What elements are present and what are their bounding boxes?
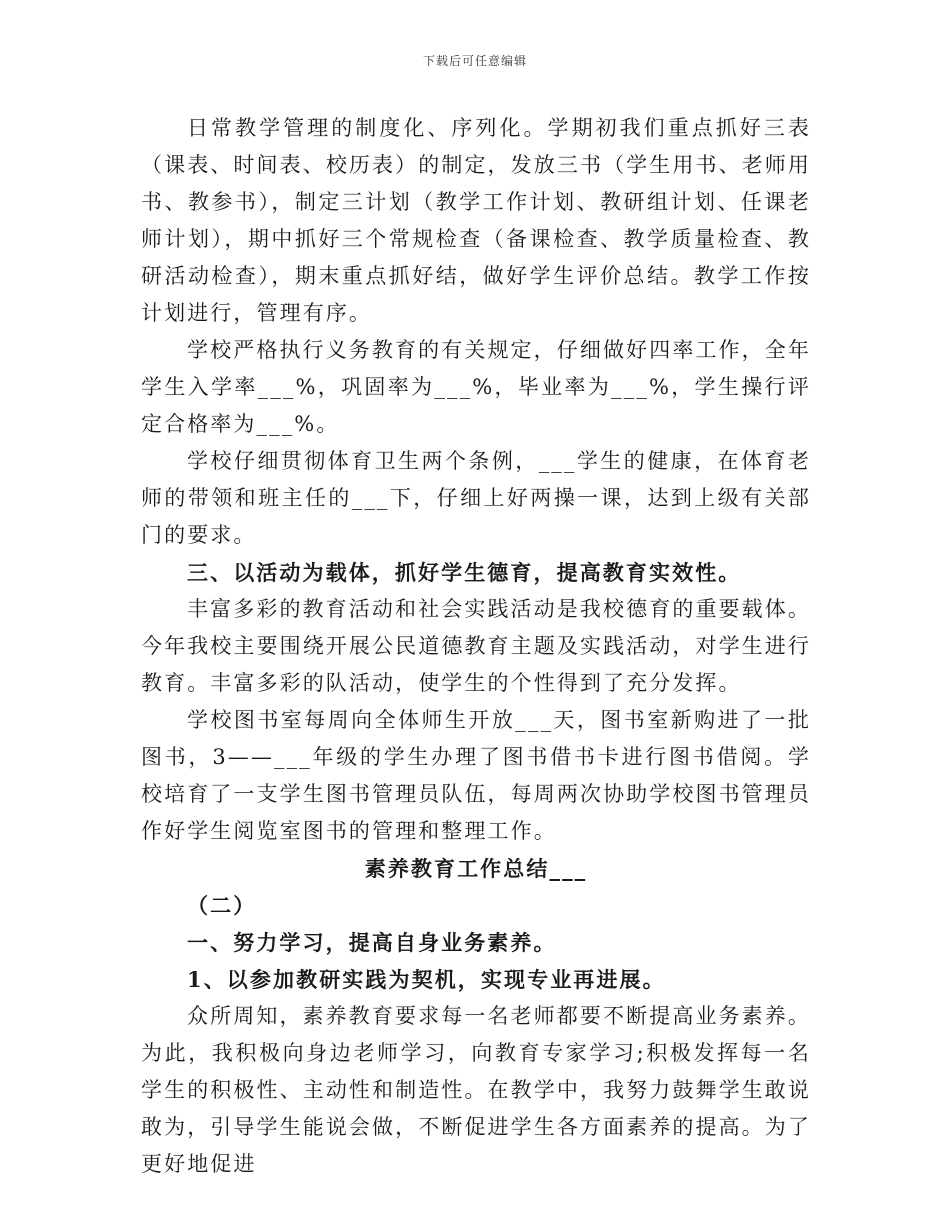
subsection-heading-research: 1、以参加教研实践为契机，实现专业再进展。 [187, 967, 666, 992]
section-heading-study: 一、努力学习，提高自身业务素养。 [187, 930, 557, 955]
paragraph-compulsory-education: 学校严格执行义务教育的有关规定，仔细做好四率工作，全年学生入学率___%，巩固率为___%，毕业率为___%，学生操行评定合格率为___%。 [141, 338, 811, 436]
page-header: 下载后可任意编辑 [422, 54, 527, 68]
paragraph-activities: 丰富多彩的教育活动和社会实践活动是我校德育的重要载体。今年我校主要围绕开展公民道德教育主题及实践活动，对学生进行教育。丰富多彩的队活动，使学生的个性得到了充分发挥。 [141, 597, 811, 695]
part-number: （二） [187, 893, 257, 918]
paragraph-professional-quality: 众所周知，素养教育要求每一名老师都要不断提高业务素养。为此，我积极向身边老师学习，向教育专家学习;积极发挥每一名学生的积极性、主动性和制造性。在教学中，我努力鼓舞学生敢说敢为，引导学生能说会做，不断促进学生各方面素养的提高。为了更好地促进 [141, 1004, 811, 1176]
document-body [141, 110, 811, 1183]
document-title: 素养教育工作总结___ [364, 856, 588, 881]
paragraph-library: 学校图书室每周向全体师生开放___天，图书室新购进了一批图书，3——___年级的学生办理了图书借书卡进行图书借阅。学校培育了一支学生图书管理员队伍，每周两次协助学校图书管理员作好学生阅览室图书的管理和整理工作。 [141, 708, 811, 843]
paragraph-teaching-management: 日常教学管理的制度化、序列化。学期初我们重点抓好三表（课表、时间表、校历表）的制定，发放三书（学生用书、老师用书、教参书），制定三计划（教学工作计划、教研组计划、任课老师计划），期中抓好三个常规检查（备课检查、教学质量检查、教研活动检查），期末重点抓好结，做好学生评价总结。教学工作按计划进行，管理有序。 [141, 116, 811, 325]
section-heading-moral-education: 三、以活动为载体，抓好学生德育，提高教育实效性。 [187, 560, 742, 585]
paragraph-physical-health: 学校仔细贯彻体育卫生两个条例，___学生的健康，在体育老师的带领和班主任的___下，仔细上好两操一课，达到上级有关部门的要求。 [141, 449, 811, 547]
